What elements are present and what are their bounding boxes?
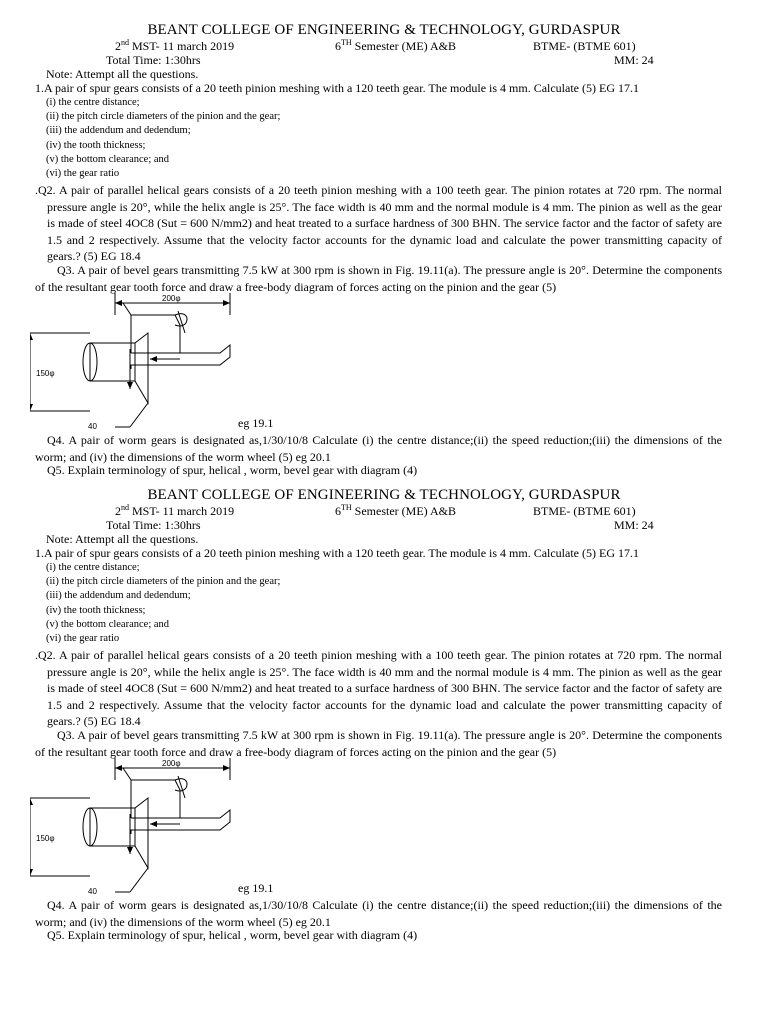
bevel-gear-figure bbox=[30, 293, 260, 435]
max-marks: MM: 24 bbox=[614, 53, 654, 67]
note: Note: Attempt all the questions. bbox=[46, 532, 199, 546]
q1-item: (ii) the pitch circle diameters of the pinion and the gear; bbox=[46, 576, 281, 587]
question-1: 1.A pair of spur gears consists of a 20 teeth pinion meshing with a 120 teeth gear. The module is 4 mm. Calculate (5) EG 17.1 bbox=[35, 81, 639, 95]
q1-item: (vi) the gear ratio bbox=[46, 168, 120, 179]
course-code: BTME- (BTME 601) bbox=[533, 504, 636, 518]
question-2: .Q2. A pair of parallel helical gears consists of a 20 teeth pinion meshing with a 100 teeth gear. The pinion rotates at 720 rpm. The normal pressure angle is 20°, while the helix angle is 25°. The face width is 40 mm and the normal module is 4 mm. The pinion as well as the gear is made of steel 4OC8 (Sut = 600 N/mm2) and heat treated to a surface hardness of 300 BHN. The service factor and the factor of safety are 1.5 and 2 respectively. Assume that the velocity factor accounts for the dynamic load and calculate the power transmitting capacity of gears.? (5) EG 18.4 bbox=[35, 183, 722, 264]
mst-date: 2nd MST- 11 march 2019 bbox=[115, 38, 235, 53]
q1-item: (iv) the tooth thickness; bbox=[46, 140, 146, 151]
dimension-150: 150φ bbox=[36, 369, 55, 378]
figure-label: eg 19.1 bbox=[238, 881, 274, 895]
dimension-200: 200φ bbox=[162, 294, 181, 303]
question-1: 1.A pair of spur gears consists of a 20 teeth pinion meshing with a 120 teeth gear. The module is 4 mm. Calculate (5) EG 17.1 bbox=[35, 546, 639, 560]
college-title: BEANT COLLEGE OF ENGINEERING & TECHNOLOGY, GURDASPUR bbox=[147, 487, 621, 503]
question-5: Q5. Explain terminology of spur, helical , worm, bevel gear with diagram (4) bbox=[47, 928, 418, 942]
dimension-40: 40 bbox=[88, 887, 97, 896]
dimension-200: 200φ bbox=[162, 759, 181, 768]
q1-item: (i) the centre distance; bbox=[46, 562, 140, 573]
mst-date: 2nd MST- 11 march 2019 bbox=[115, 503, 235, 518]
q1-item: (iii) the addendum and dedendum; bbox=[46, 125, 191, 136]
semester: 6TH Semester (ME) A&B bbox=[335, 503, 456, 518]
exam-paper-copy-2 bbox=[0, 487, 768, 951]
exam-paper-copy-1 bbox=[0, 22, 768, 486]
college-title: BEANT COLLEGE OF ENGINEERING & TECHNOLOGY, GURDASPUR bbox=[147, 22, 621, 38]
dimension-150: 150φ bbox=[36, 834, 55, 843]
question-4: Q4. A pair of worm gears is designated as,1/30/10/8 Calculate (i) the centre distance;(ii) the speed reduction;(iii) the dimensions of the worm; and (iv) the dimensions of the worm wheel (5) eg 20.1 bbox=[35, 433, 722, 464]
question-3: Q3. A pair of bevel gears transmitting 7.5 kW at 300 rpm is shown in Fig. 19.11(a). The pressure angle is 20°. Determine the components of the resultant gear tooth force and draw a free-body diagram of forces acting on the pinion and the gear (5) bbox=[35, 728, 722, 759]
q1-item: (vi) the gear ratio bbox=[46, 633, 120, 644]
q1-item: (i) the centre distance; bbox=[46, 97, 140, 108]
course-code: BTME- (BTME 601) bbox=[533, 39, 636, 53]
q1-item: (iii) the addendum and dedendum; bbox=[46, 590, 191, 601]
semester: 6TH Semester (ME) A&B bbox=[335, 38, 456, 53]
question-2: .Q2. A pair of parallel helical gears consists of a 20 teeth pinion meshing with a 100 teeth gear. The pinion rotates at 720 rpm. The normal pressure angle is 20°, while the helix angle is 25°. The face width is 40 mm and the normal module is 4 mm. The pinion as well as the gear is made of steel 4OC8 (Sut = 600 N/mm2) and heat treated to a surface hardness of 300 BHN. The service factor and the factor of safety are 1.5 and 2 respectively. Assume that the velocity factor accounts for the dynamic load and calculate the power transmitting capacity of gears.? (5) EG 18.4 bbox=[35, 648, 722, 729]
note: Note: Attempt all the questions. bbox=[46, 67, 199, 81]
dimension-40: 40 bbox=[88, 422, 97, 431]
total-time: Total Time: 1:30hrs bbox=[106, 518, 201, 532]
max-marks: MM: 24 bbox=[614, 518, 654, 532]
total-time: Total Time: 1:30hrs bbox=[106, 53, 201, 67]
q1-item: (v) the bottom clearance; and bbox=[46, 154, 170, 165]
q1-item: (ii) the pitch circle diameters of the pinion and the gear; bbox=[46, 111, 281, 122]
q1-item: (iv) the tooth thickness; bbox=[46, 605, 146, 616]
q1-item: (v) the bottom clearance; and bbox=[46, 619, 170, 630]
question-4: Q4. A pair of worm gears is designated as,1/30/10/8 Calculate (i) the centre distance;(ii) the speed reduction;(iii) the dimensions of the worm; and (iv) the dimensions of the worm wheel (5) eg 20.1 bbox=[35, 898, 722, 929]
question-5: Q5. Explain terminology of spur, helical , worm, bevel gear with diagram (4) bbox=[47, 463, 418, 477]
figure-label: eg 19.1 bbox=[238, 416, 274, 430]
question-3: Q3. A pair of bevel gears transmitting 7.5 kW at 300 rpm is shown in Fig. 19.11(a). The pressure angle is 20°. Determine the components of the resultant gear tooth force and draw a free-body diagram of forces acting on the pinion and the gear (5) bbox=[35, 263, 722, 294]
bevel-gear-figure bbox=[30, 758, 260, 900]
